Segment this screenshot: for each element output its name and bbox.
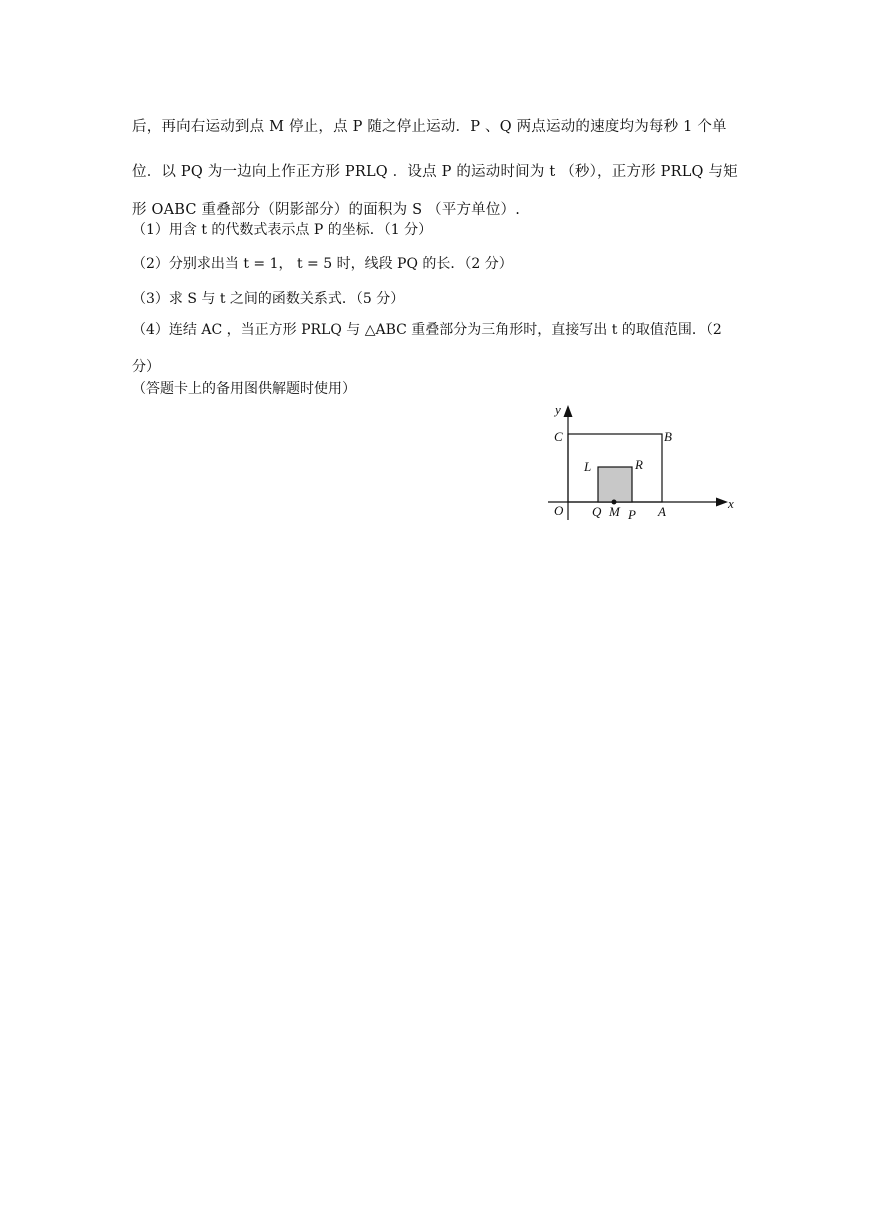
- question-3: （3）求 S 与 t 之间的函数关系式．（5 分）: [132, 291, 405, 307]
- label-r: R: [635, 457, 643, 472]
- label-c: C: [554, 429, 563, 444]
- question-4: （4）连结 AC ，当正方形 PRLQ 与 △ABC 重叠部分为三角形时，直接写出 t 的取值范围．（2: [132, 322, 722, 338]
- label-m: M: [609, 504, 620, 519]
- label-q: Q: [592, 504, 602, 519]
- question-1: （1）用含 t 的代数式表示点 P 的坐标．（1 分）: [132, 222, 433, 238]
- label-p: P: [628, 507, 636, 522]
- origin-label: O: [554, 503, 564, 518]
- answer-sheet-note: （答题卡上的备用图供解题时使用）: [132, 381, 356, 397]
- label-a: A: [658, 504, 666, 519]
- paragraph-line-2: 位．以 PQ 为一边向上作正方形 PRLQ ．设点 P 的运动时间为 t （秒），正方形 PRLQ 与矩: [132, 164, 738, 180]
- square-prlq: [598, 467, 632, 502]
- label-b: B: [664, 429, 672, 444]
- paragraph-line-1: 后，再向右运动到点 M 停止，点 P 随之停止运动．P 、Q 两点运动的速度均为每秒 1 个单: [132, 119, 727, 135]
- label-l: L: [584, 459, 592, 474]
- x-axis-arrow: [716, 498, 728, 507]
- question-2: （2）分别求出当 t = 1， t = 5 时，线段 PQ 的长．（2 分）: [132, 256, 513, 272]
- y-axis-arrow: [564, 405, 573, 417]
- question-4-continued: 分）: [132, 359, 160, 375]
- y-axis-label: y: [555, 402, 561, 417]
- x-axis-label: x: [728, 496, 734, 511]
- coordinate-figure: [540, 398, 740, 524]
- figure-svg: [540, 398, 740, 524]
- paragraph-line-3: 形 OABC 重叠部分（阴影部分）的面积为 S （平方单位）.: [132, 202, 521, 218]
